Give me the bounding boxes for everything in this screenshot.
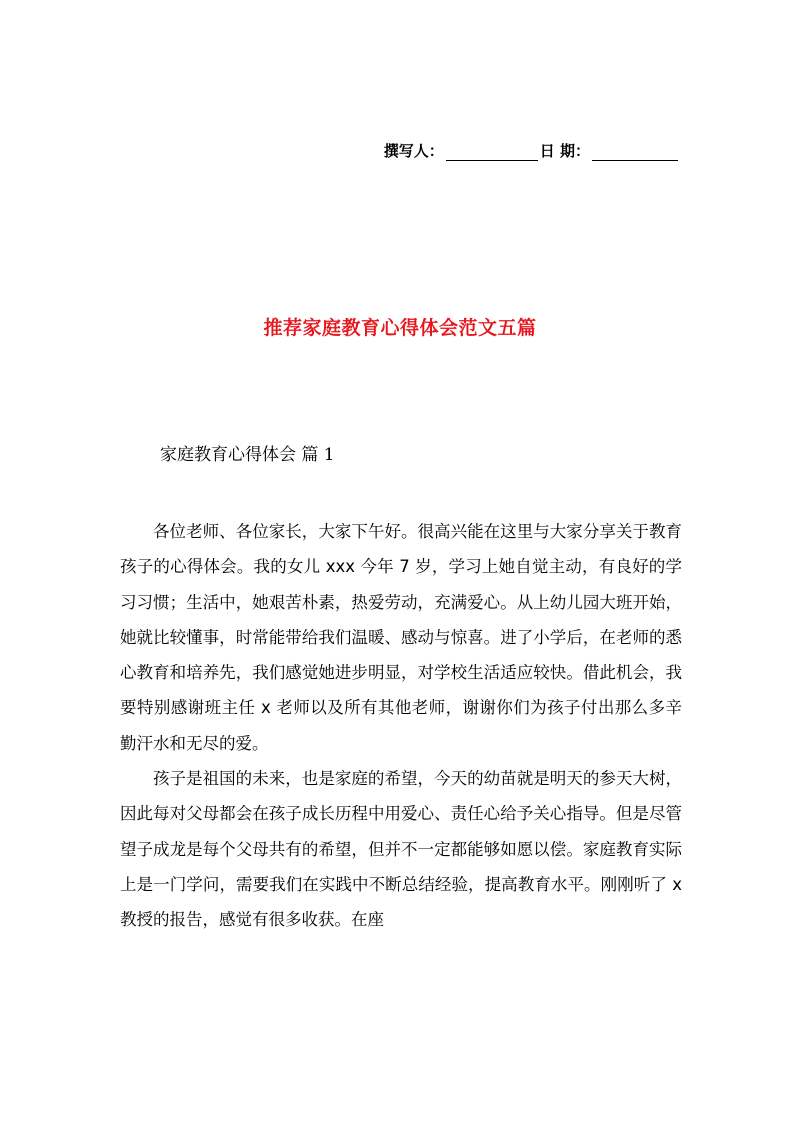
- author-blank: [446, 144, 538, 161]
- section-heading: 家庭教育心得体会 篇 1: [160, 445, 335, 465]
- date-blank: [592, 144, 678, 161]
- document-body: [120, 514, 682, 938]
- paragraph-2: 孩子是祖国的未来，也是家庭的希望，今天的幼苗就是明天的参天大树，因此每对父母都会在孩子成长历程中用爱心、责任心给予关心指导。但是尽管望子成龙是每个父母共有的希望，但并不一定都能够如愿以偿。家庭教育实际上是一门学问，需要我们在实践中不断总结经验，提高教育水平。刚刚听了 x 教授的报告，感觉有很多收获。在座: [120, 769, 682, 930]
- document-title: 推荐家庭教育心得体会范文五篇: [263, 317, 537, 339]
- author-label: 撰写人：: [383, 142, 444, 160]
- author-date-line: [384, 140, 680, 161]
- paragraph-1: 各位老师、各位家长，大家下午好。很高兴能在这里与大家分享关于教育孩子的心得体会。我的女儿 xxx 今年 7 岁，学习上她自觉主动，有良好的学习习惯；生活中，她艰苦朴素，热爱劳动，充满爱心。从上幼儿园大班开始，她就比较懂事，时常能带给我们温暖、感动与惊喜。进了小学后，在老师的悉心教育和培养先，我们感觉她进步明显，对学校生活适应较快。借此机会，我要特别感谢班主任 x 老师以及所有其他老师，谢谢你们为孩子付出那么多辛勤汗水和无尽的爱。: [120, 522, 682, 753]
- date-label: 日 期：: [539, 142, 590, 160]
